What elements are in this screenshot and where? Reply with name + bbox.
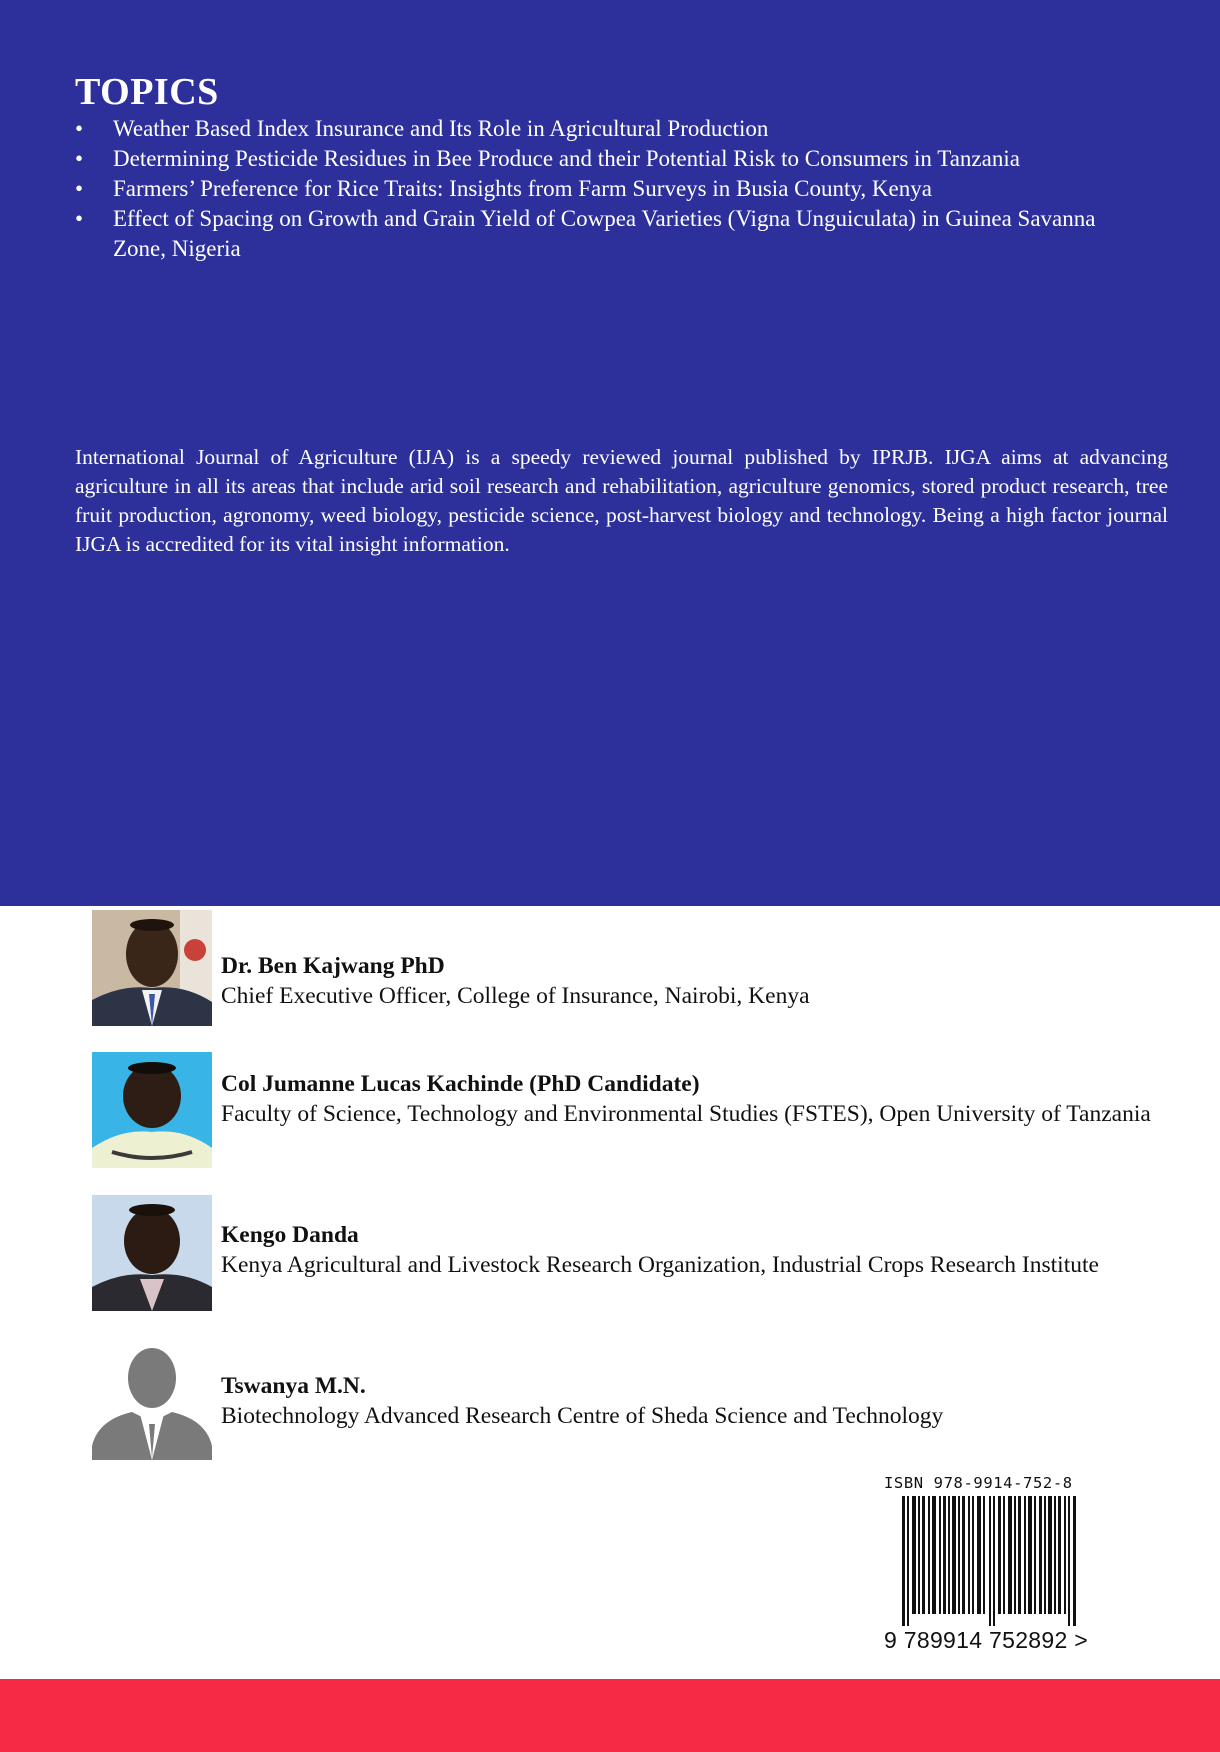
profile-ben-kajwang [92, 910, 1220, 1030]
barcode-icon [884, 1496, 1106, 1626]
topic-item [75, 114, 1135, 144]
profile-text [221, 1371, 1211, 1431]
person-name: Col Jumanne Lucas Kachinde (PhD Candidate) [221, 1071, 700, 1097]
portrait-photo [92, 1195, 212, 1311]
profile-kengo-danda [92, 1195, 1220, 1315]
person-affiliation: Biotechnology Advanced Research Centre of Sheda Science and Technology [221, 1403, 944, 1429]
person-affiliation: Chief Executive Officer, College of Insurance, Nairobi, Kenya [221, 983, 810, 1009]
man-portrait-blue-background-icon [92, 1052, 212, 1168]
topic-text: Effect of Spacing on Growth and Grain Yield of Cowpea Varieties (Vigna Unguiculata) in Guinea Savanna Zone, Nigeria [113, 206, 1096, 261]
profile-text [221, 1069, 1211, 1129]
person-name: Kengo Danda [221, 1222, 359, 1248]
topic-text: Farmers’ Preference for Rice Traits: Insights from Farm Surveys in Busia County, Kenya [113, 176, 932, 201]
portrait-placeholder [92, 1344, 212, 1460]
topic-text: Determining Pesticide Residues in Bee Produce and their Potential Risk to Consumers in Tanzania [113, 146, 1020, 171]
topic-item [75, 144, 1135, 174]
topic-item [75, 204, 1135, 264]
barcode-digits: 9 789914 752892 > [884, 1627, 1088, 1653]
man-in-suit-portrait-icon [92, 910, 212, 1026]
person-name: Dr. Ben Kajwang PhD [221, 953, 445, 979]
portrait-photo [92, 910, 212, 1026]
person-affiliation: Kenya Agricultural and Livestock Research Organization, Industrial Crops Research Institute [221, 1252, 1099, 1278]
man-portrait-light-background-icon [92, 1195, 212, 1311]
profile-jumanne-kachinde [92, 1052, 1220, 1172]
bullet-icon: • [75, 116, 84, 141]
topics-heading: TOPICS [75, 71, 219, 113]
person-name: Tswanya M.N. [221, 1373, 366, 1399]
bullet-icon: • [75, 176, 84, 201]
journal-description: International Journal of Agriculture (IJA) is a speedy reviewed journal published by IPRJB. IJGA aims at advancing agriculture in all its areas that include arid soil research and rehabilitation, agriculture genomics, stored product research, tree fruit production, agronomy, weed biology, pesticide science, post-harvest biology and technology. Being a high factor journal IJGA is accredited for its vital insight information. [75, 445, 1168, 556]
profile-text [221, 1220, 1211, 1280]
portrait-photo [92, 1052, 212, 1168]
bullet-icon: • [75, 206, 84, 231]
isbn-barcode [884, 1474, 1106, 1654]
red-footer-band [0, 1679, 1220, 1752]
user-silhouette-icon [92, 1344, 212, 1460]
profile-text [221, 951, 1211, 1011]
profile-tswanya [92, 1344, 1220, 1464]
isbn-label: ISBN 978-9914-752-8 [884, 1474, 1073, 1492]
person-affiliation: Faculty of Science, Technology and Environmental Studies (FSTES), Open University of Tanzania [221, 1101, 1151, 1127]
topics-list [75, 114, 1135, 264]
bullet-icon: • [75, 146, 84, 171]
topic-text: Weather Based Index Insurance and Its Role in Agricultural Production [113, 116, 769, 141]
topic-item [75, 174, 1135, 204]
